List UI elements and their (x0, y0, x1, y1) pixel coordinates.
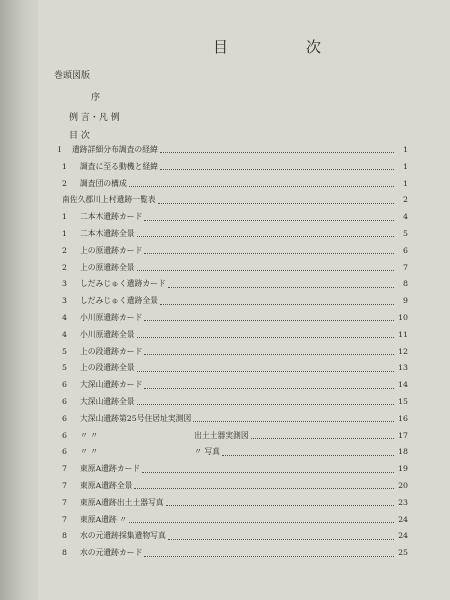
toc-entry-page: 24 (398, 531, 408, 541)
toc-entry-number: 7 (62, 480, 67, 490)
toc-entry (58, 176, 408, 193)
toc-entry-label: 大深山遺跡全景 (80, 396, 135, 406)
toc-entry-number: 5 (62, 346, 67, 356)
toc-entry-label: 東原A遺跡全景 (80, 480, 133, 490)
dot-leader (144, 353, 394, 355)
toc-entry-label: 二本木遺跡カード (80, 212, 143, 222)
toc-entry-page: 13 (398, 363, 408, 373)
toc-entry-number: I (58, 145, 62, 154)
toc-entry-number: 6 (62, 396, 67, 406)
toc-entry (58, 528, 408, 545)
toc-entry (58, 327, 408, 344)
toc-entry-page: 1 (403, 178, 408, 188)
dot-leader (168, 538, 394, 540)
toc-entry (58, 411, 408, 428)
toc-entry-label: 水の元遺跡採集遺物写真 (80, 531, 166, 541)
toc-entry-number: 6 (62, 380, 67, 390)
toc-entry-number: 4 (62, 329, 67, 339)
dot-leader (137, 269, 394, 271)
toc-entry-label: しだみじゅく遺跡カード (80, 279, 166, 289)
dot-leader (144, 319, 394, 321)
toc-entry-page: 16 (398, 413, 408, 423)
dot-leader (137, 370, 394, 372)
toc-entry (58, 461, 408, 478)
toc-entry-page: 4 (403, 212, 408, 222)
front-matter-notes: 例 言・凡 例 (69, 113, 120, 123)
toc-entry-label: 大深山遺跡カード (80, 380, 143, 390)
toc-entry-number: 1 (62, 212, 67, 222)
dot-leader (144, 555, 394, 557)
toc-entry-number: 7 (62, 497, 67, 507)
toc-entry (58, 260, 408, 277)
toc-entry (58, 360, 408, 377)
toc-entry-page: 9 (403, 296, 408, 306)
toc-entry (58, 226, 408, 243)
toc-entry-label: しだみじゅく遺跡全景 (80, 296, 158, 306)
toc-entry-number: 6 (62, 447, 67, 457)
dot-leader (137, 403, 394, 405)
toc-entry-page: 6 (403, 245, 408, 255)
toc-entry-sublabel: 〃 写真 (194, 447, 220, 457)
toc-entry-label: 〃 〃 (80, 430, 99, 440)
dot-leader (168, 286, 394, 288)
dot-leader (193, 420, 394, 422)
dot-leader (166, 504, 394, 506)
toc-entry-number: 7 (62, 514, 67, 524)
dot-leader (160, 168, 394, 170)
toc-entry-page: 2 (403, 195, 408, 205)
toc-entry-number: 8 (62, 531, 67, 541)
toc-entry-label: 上の段遺跡カード (80, 346, 143, 356)
toc-entry-label: 〃 〃 (80, 447, 99, 457)
toc-entry (58, 428, 408, 445)
toc-entry-label: 調査団の構成 (80, 178, 127, 188)
toc-entry (58, 377, 408, 394)
dot-leader (137, 235, 394, 237)
toc-entry (58, 310, 408, 327)
toc-entry-number: 3 (62, 279, 67, 289)
toc-entry-page: 10 (398, 312, 408, 322)
toc-entry-number: 2 (62, 178, 67, 188)
toc-entry-page: 15 (398, 396, 408, 406)
toc-entry-page: 18 (398, 447, 408, 457)
toc-entry-label: 調査に至る動機と経緯 (80, 161, 158, 171)
toc-entry-number: 5 (62, 363, 67, 373)
toc-entry (58, 142, 408, 159)
toc-entry-label: 東原A遺跡カード (80, 464, 141, 474)
toc-entry-label: 小川原遺跡全景 (80, 329, 135, 339)
toc-entry-label: 水の元遺跡カード (80, 548, 143, 558)
dot-leader (144, 252, 394, 254)
toc-entry-number: 6 (62, 430, 67, 440)
dot-leader (144, 387, 394, 389)
dot-leader (158, 202, 394, 204)
toc-entry-number: 1 (62, 161, 67, 171)
toc-entry-page: 23 (398, 497, 408, 507)
dot-leader (137, 336, 394, 338)
toc-entry (58, 293, 408, 310)
dot-leader (129, 521, 394, 523)
toc-entry-page: 17 (398, 430, 408, 440)
table-of-contents (58, 142, 408, 562)
toc-entry-number: 7 (62, 464, 67, 474)
toc-entry-label: 上の原遺跡カード (80, 245, 143, 255)
front-matter-plates: 巻頭図版 (54, 71, 91, 81)
toc-entry-page: 24 (398, 514, 408, 524)
toc-entry-label: 上の段遺跡全景 (80, 363, 135, 373)
toc-entry-label: 上の原遺跡全景 (80, 262, 135, 272)
toc-entry-page: 11 (398, 329, 408, 339)
toc-entry-number: 3 (62, 296, 67, 306)
toc-entry-page: 12 (398, 346, 408, 356)
toc-entry (58, 478, 408, 495)
dot-leader (129, 185, 394, 187)
toc-entry-page: 8 (403, 279, 408, 289)
toc-entry-page: 14 (398, 380, 408, 390)
toc-entry-number: 6 (62, 413, 67, 423)
dot-leader (222, 454, 394, 456)
toc-entry-sublabel: 出土土器実測図 (194, 430, 249, 440)
toc-entry (58, 209, 408, 226)
toc-entry-number: 2 (62, 245, 67, 255)
toc-entry-number: 8 (62, 548, 67, 558)
dot-leader (144, 219, 394, 221)
toc-entry-page: 5 (403, 228, 408, 238)
front-matter-preface: 序 (91, 93, 101, 103)
toc-entry-page: 1 (403, 145, 408, 154)
page-title-char-1: 目 (213, 38, 231, 56)
toc-entry-page: 20 (398, 480, 408, 490)
toc-entry-label: 二本木遺跡全景 (80, 228, 135, 238)
toc-entry-page: 25 (398, 548, 408, 558)
page-title-char-2: 次 (306, 38, 324, 56)
toc-entry-label: 東原A遺跡 〃 (80, 514, 128, 524)
toc-entry-number: 1 (62, 228, 67, 238)
toc-entry (58, 444, 408, 461)
toc-entry (58, 344, 408, 361)
dot-leader (160, 303, 394, 305)
toc-entry-page: 1 (403, 161, 408, 171)
toc-entry (58, 276, 408, 293)
toc-entry (58, 545, 408, 562)
toc-entry (58, 192, 408, 209)
toc-entry-page: 19 (398, 464, 408, 474)
toc-entry-label: 遺跡詳細分布調査の経緯 (72, 145, 158, 154)
toc-entry (58, 512, 408, 529)
toc-entry (58, 495, 408, 512)
toc-entry-label: 小川原遺跡カード (80, 312, 143, 322)
toc-entry-label: 東原A遺跡出土土器写真 (80, 497, 164, 507)
toc-entry-label: 大深山遺跡第25号住居址実測図 (80, 413, 192, 423)
toc-entry (58, 159, 408, 176)
book-gutter (0, 0, 38, 600)
toc-entry-label: 南佐久郡川上村遺跡一覧表 (62, 195, 156, 205)
toc-entry-number: 2 (62, 262, 67, 272)
toc-entry (58, 243, 408, 260)
toc-entry (58, 394, 408, 411)
dot-leader (251, 437, 394, 439)
dot-leader (142, 471, 394, 473)
front-matter-contents: 目 次 (69, 131, 90, 141)
toc-entry-page: 7 (403, 262, 408, 272)
dot-leader (134, 487, 394, 489)
toc-entry-number: 4 (62, 312, 67, 322)
dot-leader (160, 151, 394, 153)
